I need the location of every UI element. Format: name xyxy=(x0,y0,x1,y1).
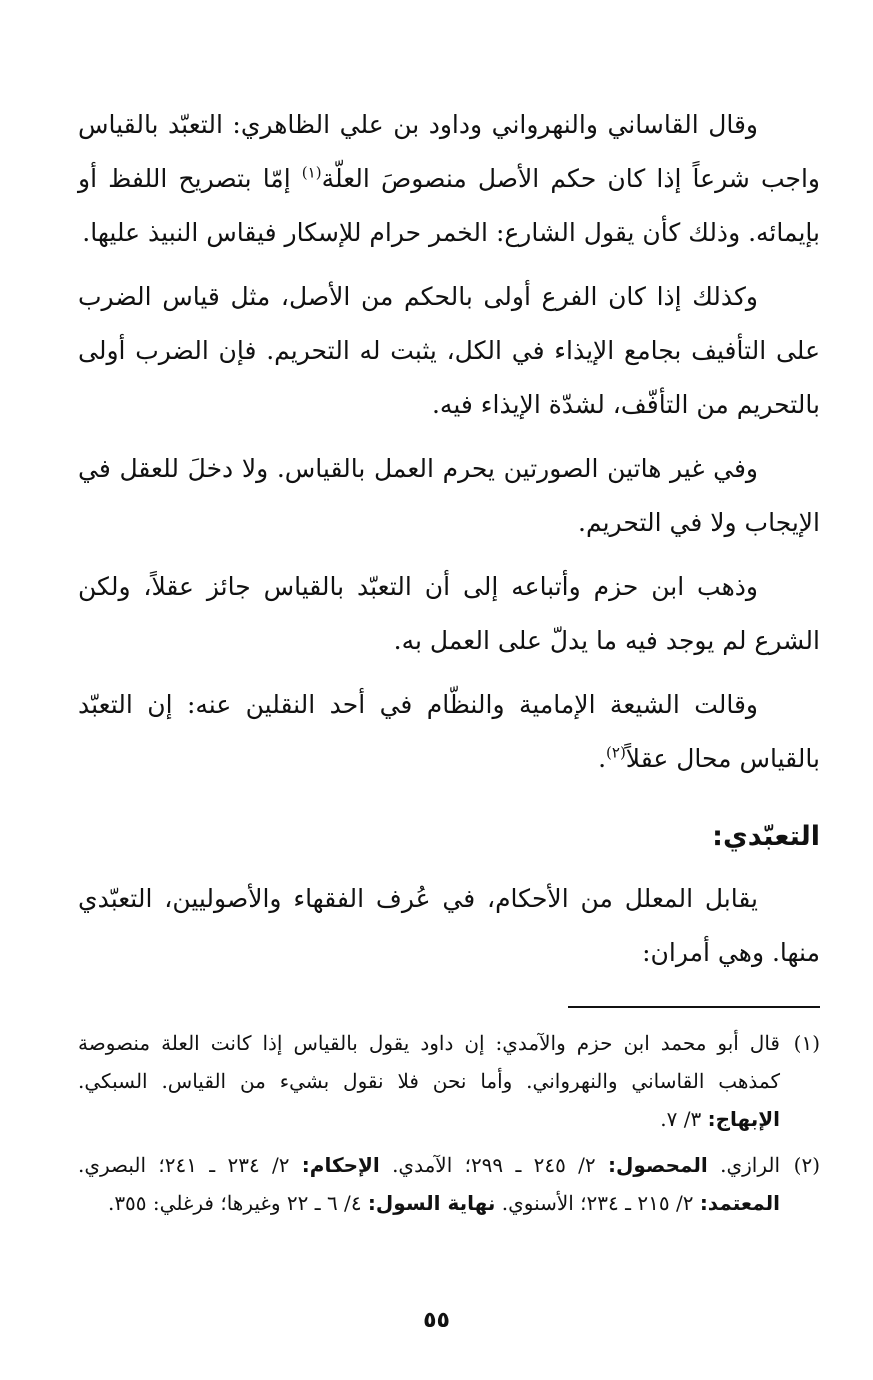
paragraph-3: وفي غير هاتين الصورتين يحرم العمل بالقياس. ولا دخلَ للعقل في الإيجاب ولا في التحريم. xyxy=(78,454,820,537)
footnote-2: (٢) الرازي. المحصول: ٢/ ٢٤٥ ـ ٢٩٩؛ الآمدي. الإحكام: ٢/ ٢٣٤ ـ ٢٤١؛ البصري. المعتمد: ٢/ ٢١٥ ـ ٢٣٤؛ الأسنوي. نهاية السول: ٤/ ٦ ـ ٢٢ وغيرها؛ فرغلي: ٣٥٥. xyxy=(78,1146,820,1222)
footnote-number: (٢) xyxy=(793,1153,820,1177)
footnote-number: (١) xyxy=(793,1031,820,1055)
page-number: ٥٥ xyxy=(423,1308,450,1333)
paragraph-1: وقال القاساني والنهرواني وداود بن علي الظاهري: التعبّد بالقياس واجب شرعاً إذا كان حكم الأصل منصوصَ العلّة$^{(١)}$ إمّا بتصريح اللفظ أو بإيمائه. وذلك كأن يقول الشارع: الخمر حرام للإسكار فيقاس النبيذ عليها. xyxy=(78,110,820,247)
paragraph-5: وقالت الشيعة الإمامية والنظّام في أحد النقلين عنه: إن التعبّد بالقياس محال عقلاً$^{(٢)}$. xyxy=(78,690,820,773)
page-body xyxy=(78,98,820,1230)
footnote-ref-1[interactable]: (١) xyxy=(301,163,322,182)
paragraph-4: وذهب ابن حزم وأتباعه إلى أن التعبّد بالقياس جائز عقلاً، ولكن الشرع لم يوجد فيه ما يدلّ على العمل به. xyxy=(78,572,820,655)
footnote-divider xyxy=(568,1006,820,1008)
footnote-1: (١) قال أبو محمد ابن حزم والآمدي: إن داود يقول بالقياس إذا كانت العلة منصوصة كمذهب القاساني والنهرواني. وأما نحن فلا نقول بشيء من القياس. السبكي. الإبهاج: ٣/ ٧. xyxy=(78,1024,820,1138)
footnotes xyxy=(78,1024,820,1222)
footnote-ref-2[interactable]: (٢) xyxy=(606,743,626,762)
section-heading: التعبّدي: xyxy=(712,821,820,852)
paragraph-2: وكذلك إذا كان الفرع أولى بالحكم من الأصل، مثل قياس الضرب على التأفيف بجامع الإيذاء في الكل، يثبت له التحريم. فإن الضرب أولى بالتحريم من التأفّف، لشدّة الإيذاء فيه. xyxy=(78,282,820,419)
paragraph-6: يقابل المعلل من الأحكام، في عُرف الفقهاء والأصوليين، التعبّدي منها. وهي أمران: xyxy=(78,884,820,967)
